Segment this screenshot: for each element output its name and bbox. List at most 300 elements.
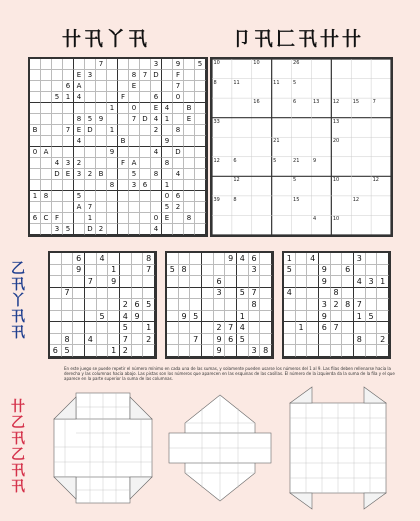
sudoku16-cell[interactable]: 8 [162, 158, 173, 169]
sudoku16-cell[interactable] [140, 136, 151, 147]
sudoku16-cell[interactable] [107, 136, 118, 147]
sudoku9-cell[interactable] [50, 334, 62, 346]
sudoku9-cell[interactable] [284, 334, 296, 346]
sudoku16-cell[interactable]: 2 [96, 224, 107, 235]
sudoku9-cell[interactable] [202, 299, 214, 311]
sudoku16-cell[interactable] [118, 103, 129, 114]
sudoku9-cell[interactable]: 2 [214, 322, 226, 334]
sudoku9-cell[interactable]: 3 [249, 345, 261, 357]
sudoku9-cell[interactable] [50, 288, 62, 300]
sudoku16-cell[interactable] [52, 59, 63, 70]
sudoku16-cell[interactable] [140, 169, 151, 180]
sudoku9-cell[interactable]: 4 [120, 311, 132, 323]
sudoku9-cell[interactable] [296, 345, 308, 357]
sudoku16-cell[interactable] [195, 213, 206, 224]
sudoku16-cell[interactable] [195, 136, 206, 147]
sudoku9-cell[interactable] [225, 299, 237, 311]
sudoku9-cell[interactable] [354, 345, 366, 357]
sudoku9-cell[interactable]: 9 [225, 253, 237, 265]
sudoku16-cell[interactable] [107, 70, 118, 81]
sudoku9-cell[interactable] [85, 322, 97, 334]
sudoku9-cell[interactable] [307, 276, 319, 288]
sudoku16-cell[interactable] [30, 114, 41, 125]
sudoku9-cell[interactable]: 2 [143, 334, 155, 346]
sudoku16-cell[interactable] [162, 147, 173, 158]
sudoku9-cell[interactable] [342, 334, 354, 346]
sudoku9-cell[interactable] [354, 288, 366, 300]
sudoku16-cell[interactable] [41, 202, 52, 213]
sudoku9-cell[interactable]: 1 [354, 311, 366, 323]
sudoku9-cell[interactable]: 8 [179, 265, 191, 277]
sudoku9-cell[interactable]: 2 [331, 299, 343, 311]
sudoku16-cell[interactable]: A [41, 147, 52, 158]
sudoku16-cell[interactable]: 8 [107, 180, 118, 191]
sudoku16-cell[interactable] [195, 158, 206, 169]
sudoku9-cell[interactable]: 5 [143, 299, 155, 311]
sudoku16-cell[interactable]: 9 [173, 59, 184, 70]
sudoku9-cell[interactable] [342, 253, 354, 265]
sudoku16-cell[interactable] [30, 59, 41, 70]
sudoku9-cell[interactable] [73, 322, 85, 334]
sudoku9-cell[interactable] [202, 288, 214, 300]
sudoku9-cell[interactable] [167, 322, 179, 334]
sudoku9-cell[interactable] [179, 288, 191, 300]
sudoku9-cell[interactable] [260, 311, 272, 323]
sudoku9-cell[interactable]: 2 [120, 345, 132, 357]
sudoku16-cell[interactable]: E [63, 169, 74, 180]
sudoku16-cell[interactable] [107, 213, 118, 224]
sudoku9-cell[interactable] [108, 322, 120, 334]
sudoku9-cell[interactable] [354, 322, 366, 334]
sudoku16-cell[interactable]: D [85, 125, 96, 136]
sudoku9-cell[interactable] [62, 322, 74, 334]
sudoku9-cell[interactable] [307, 322, 319, 334]
sudoku16-cell[interactable] [151, 180, 162, 191]
sudoku16-cell[interactable] [63, 191, 74, 202]
sudoku16-cell[interactable]: 0 [151, 213, 162, 224]
sudoku16-cell[interactable] [195, 92, 206, 103]
sudoku16-cell[interactable]: 5 [74, 191, 85, 202]
sudoku9-cell[interactable] [202, 253, 214, 265]
sudoku16-cell[interactable] [96, 81, 107, 92]
sudoku9-cell[interactable] [354, 265, 366, 277]
sudoku16-cell[interactable] [184, 92, 195, 103]
sudoku9-cell[interactable] [108, 311, 120, 323]
sudoku9-cell[interactable]: 1 [284, 253, 296, 265]
sudoku16-cell[interactable] [52, 103, 63, 114]
sudoku16-cell[interactable] [41, 169, 52, 180]
sudoku9-cell[interactable] [377, 265, 389, 277]
sudoku16-cell[interactable]: 9 [107, 147, 118, 158]
sudoku9-cell[interactable] [331, 253, 343, 265]
sudoku16-cell[interactable] [118, 213, 129, 224]
sudoku9-cell[interactable] [120, 276, 132, 288]
sudoku16-cell[interactable] [195, 224, 206, 235]
sudoku9-cell[interactable] [249, 322, 261, 334]
sudoku9-cell[interactable] [108, 299, 120, 311]
sudoku16-cell[interactable] [151, 81, 162, 92]
sudoku16-cell[interactable]: 4 [74, 92, 85, 103]
sudoku9-cell[interactable] [97, 276, 109, 288]
sudoku9-cell[interactable] [307, 334, 319, 346]
sudoku9-cell[interactable]: 9 [214, 334, 226, 346]
sudoku16-cell[interactable]: 3 [151, 59, 162, 70]
sudoku9-cell[interactable]: 3 [354, 253, 366, 265]
sudoku16-cell[interactable]: 8 [184, 213, 195, 224]
sudoku9-cell[interactable] [190, 276, 202, 288]
sudoku16-cell[interactable] [85, 103, 96, 114]
sudoku9-cell[interactable] [190, 299, 202, 311]
sudoku9-cell[interactable] [377, 299, 389, 311]
sudoku9-cell[interactable]: 9 [179, 311, 191, 323]
sudoku16-cell[interactable] [195, 70, 206, 81]
sudoku9-cell[interactable] [377, 322, 389, 334]
sudoku9-cell[interactable]: 5 [366, 311, 378, 323]
sudoku16-cell[interactable] [140, 92, 151, 103]
sudoku9-cell[interactable]: 7 [143, 265, 155, 277]
sudoku9-cell[interactable] [366, 288, 378, 300]
sudoku16-cell[interactable]: F [118, 92, 129, 103]
sudoku16-cell[interactable]: 2 [85, 169, 96, 180]
sudoku16-cell[interactable]: 0 [162, 191, 173, 202]
sudoku9-cell[interactable] [62, 253, 74, 265]
sudoku9-cell[interactable] [202, 334, 214, 346]
sudoku16-cell[interactable] [195, 169, 206, 180]
sudoku16-cell[interactable] [63, 147, 74, 158]
sudoku16-cell[interactable]: 6 [63, 81, 74, 92]
sudoku16-cell[interactable]: 8 [129, 70, 140, 81]
sudoku9-cell[interactable] [73, 334, 85, 346]
sudoku16-cell[interactable]: D [173, 147, 184, 158]
sudoku16-cell[interactable]: 1 [30, 191, 41, 202]
sudoku16-cell[interactable] [85, 191, 96, 202]
sudoku9-cell[interactable]: 5 [284, 265, 296, 277]
sudoku16-cell[interactable] [41, 180, 52, 191]
sudoku16-cell[interactable] [107, 114, 118, 125]
sudoku9-cell[interactable] [108, 334, 120, 346]
sudoku16-cell[interactable]: 0 [173, 92, 184, 103]
sudoku9-cell[interactable]: 7 [249, 288, 261, 300]
sudoku9-cell[interactable] [342, 276, 354, 288]
sudoku16-cell[interactable]: 5 [129, 169, 140, 180]
sudoku16-cell[interactable] [173, 114, 184, 125]
sudoku16-cell[interactable] [140, 59, 151, 70]
sudoku9-cell[interactable]: 1 [108, 265, 120, 277]
sudoku9-cell[interactable] [132, 345, 144, 357]
sudoku16-cell[interactable] [52, 70, 63, 81]
sudoku9-cell[interactable] [319, 334, 331, 346]
sudoku16-cell[interactable]: 4 [52, 158, 63, 169]
sudoku16-cell[interactable] [173, 103, 184, 114]
sudoku9-cell[interactable] [85, 311, 97, 323]
sudoku16-cell[interactable]: D [85, 224, 96, 235]
sudoku16-cell[interactable] [140, 213, 151, 224]
sudoku16-cell[interactable] [118, 169, 129, 180]
sudoku9-cell[interactable] [366, 299, 378, 311]
sudoku16-cell[interactable] [173, 213, 184, 224]
sudoku9-cell[interactable] [260, 334, 272, 346]
sudoku9-cell[interactable] [296, 334, 308, 346]
sudoku9-cell[interactable] [108, 288, 120, 300]
sudoku9-cell[interactable]: 5 [97, 311, 109, 323]
sudoku9-cell[interactable] [120, 253, 132, 265]
sudoku9-cell[interactable]: 7 [85, 276, 97, 288]
sudoku16-cell[interactable] [85, 136, 96, 147]
sudoku16-cell[interactable] [129, 202, 140, 213]
sudoku16-cell[interactable] [85, 92, 96, 103]
sudoku9-cell[interactable] [296, 288, 308, 300]
sudoku16-cell[interactable] [63, 70, 74, 81]
sudoku9-cell[interactable] [260, 253, 272, 265]
sudoku9-cell[interactable] [366, 345, 378, 357]
sudoku9-cell[interactable] [190, 253, 202, 265]
sudoku16-cell[interactable] [140, 224, 151, 235]
sudoku9-cell[interactable] [179, 322, 191, 334]
sudoku9-cell[interactable] [319, 288, 331, 300]
sudoku9-cell[interactable] [85, 345, 97, 357]
sudoku16-cell[interactable] [63, 180, 74, 191]
sudoku9-cell[interactable] [307, 345, 319, 357]
sudoku16-cell[interactable]: A [74, 81, 85, 92]
sudoku16-cell[interactable] [63, 114, 74, 125]
sudoku16-cell[interactable] [63, 202, 74, 213]
sudoku16-cell[interactable] [41, 125, 52, 136]
sudoku16-cell[interactable] [140, 147, 151, 158]
sudoku16-cell[interactable] [151, 158, 162, 169]
sudoku16-cell[interactable] [140, 158, 151, 169]
sudoku9-cell[interactable] [319, 253, 331, 265]
sudoku9-cell[interactable] [202, 345, 214, 357]
sudoku16-cell[interactable] [118, 59, 129, 70]
sudoku9-cell[interactable] [132, 288, 144, 300]
sudoku16-cell[interactable] [96, 158, 107, 169]
sudoku16-cell[interactable] [129, 136, 140, 147]
sudoku16-cell[interactable] [129, 125, 140, 136]
sudoku16-cell[interactable] [162, 224, 173, 235]
sudoku16-cell[interactable]: 6 [30, 213, 41, 224]
sudoku16-cell[interactable]: 8 [151, 169, 162, 180]
sudoku16-cell[interactable]: B [118, 136, 129, 147]
sudoku9-cell[interactable] [50, 253, 62, 265]
sudoku16-cell[interactable]: 9 [162, 136, 173, 147]
sudoku16-cell[interactable] [52, 136, 63, 147]
sudoku9-cell[interactable] [331, 276, 343, 288]
sudoku9-cell[interactable] [190, 345, 202, 357]
sudoku9-cell[interactable]: 9 [319, 265, 331, 277]
sudoku9-cell[interactable] [179, 253, 191, 265]
sudoku9-cell[interactable] [132, 322, 144, 334]
sudoku16-cell[interactable] [41, 70, 52, 81]
sudoku9-cell[interactable]: 3 [249, 265, 261, 277]
sudoku9-cell[interactable] [331, 265, 343, 277]
sudoku9-cell[interactable] [342, 322, 354, 334]
sudoku9-cell[interactable] [284, 276, 296, 288]
sudoku16-cell[interactable] [195, 114, 206, 125]
sudoku9-cell[interactable] [179, 334, 191, 346]
sudoku16-cell[interactable]: 7 [173, 81, 184, 92]
sudoku16-cell[interactable]: 5 [195, 59, 206, 70]
sudoku9-cell[interactable] [249, 276, 261, 288]
sudoku16-cell[interactable] [74, 213, 85, 224]
sudoku16-cell[interactable]: F [118, 158, 129, 169]
sudoku16-cell[interactable] [184, 70, 195, 81]
sudoku16-cell[interactable] [162, 59, 173, 70]
sudoku9-cell[interactable] [342, 345, 354, 357]
sudoku16-cell[interactable] [63, 136, 74, 147]
sudoku9-cell[interactable]: 3 [366, 276, 378, 288]
sudoku9-cell[interactable]: 4 [85, 334, 97, 346]
sudoku16-cell[interactable] [129, 224, 140, 235]
sudoku16-cell[interactable] [184, 59, 195, 70]
sudoku16-cell[interactable] [107, 202, 118, 213]
sudoku16-cell[interactable] [173, 180, 184, 191]
sudoku16-cell[interactable]: B [96, 169, 107, 180]
sudoku9-cell[interactable] [167, 345, 179, 357]
sudoku16-cell[interactable]: 3 [63, 158, 74, 169]
sudoku16-cell[interactable] [151, 136, 162, 147]
sudoku16-cell[interactable] [96, 125, 107, 136]
sudoku9-cell[interactable]: 7 [225, 322, 237, 334]
sudoku9-cell[interactable]: 5 [190, 311, 202, 323]
sudoku16-cell[interactable] [96, 70, 107, 81]
sudoku9-cell[interactable]: 4 [354, 276, 366, 288]
sudoku9-cell[interactable] [167, 311, 179, 323]
sudoku16-cell[interactable] [30, 158, 41, 169]
sudoku9-cell[interactable] [331, 334, 343, 346]
sudoku9-cell[interactable]: 5 [62, 345, 74, 357]
sudoku16-cell[interactable] [74, 180, 85, 191]
sudoku16-cell[interactable] [41, 114, 52, 125]
sudoku9-cell[interactable] [143, 288, 155, 300]
sudoku9-cell[interactable]: 3 [319, 299, 331, 311]
sudoku16-cell[interactable] [162, 92, 173, 103]
sudoku16-cell[interactable] [85, 147, 96, 158]
sudoku16-cell[interactable] [41, 59, 52, 70]
sudoku16-cell[interactable]: F [173, 70, 184, 81]
sudoku9-cell[interactable] [307, 288, 319, 300]
sudoku9-cell[interactable] [167, 334, 179, 346]
sudoku9-cell[interactable] [260, 265, 272, 277]
sudoku9-cell[interactable] [190, 288, 202, 300]
sudoku9-cell[interactable]: 6 [225, 334, 237, 346]
sudoku16-cell[interactable]: 7 [96, 59, 107, 70]
sudoku9-cell[interactable] [214, 265, 226, 277]
sudoku9-cell[interactable] [120, 288, 132, 300]
sudoku9-cell[interactable] [249, 334, 261, 346]
sudoku16-cell[interactable]: 6 [173, 191, 184, 202]
sudoku16-cell[interactable] [107, 92, 118, 103]
sudoku16-cell[interactable] [52, 180, 63, 191]
sudoku9-cell[interactable] [50, 311, 62, 323]
sudoku16-cell[interactable]: 3 [52, 224, 63, 235]
sudoku16-cell[interactable] [151, 191, 162, 202]
sudoku16-cell[interactable]: E [74, 70, 85, 81]
sudoku9-cell[interactable] [342, 288, 354, 300]
sudoku9-cell[interactable] [202, 322, 214, 334]
sudoku16-cell[interactable] [41, 81, 52, 92]
sudoku9-cell[interactable] [50, 322, 62, 334]
sudoku16-cell[interactable] [30, 81, 41, 92]
sudoku16-cell[interactable] [129, 191, 140, 202]
sudoku16-cell[interactable] [195, 125, 206, 136]
sudoku9-cell[interactable] [97, 265, 109, 277]
sudoku9-cell[interactable]: 8 [342, 299, 354, 311]
sudoku16-cell[interactable] [151, 202, 162, 213]
sudoku16-cell[interactable] [85, 59, 96, 70]
sudoku16-cell[interactable] [30, 224, 41, 235]
sudoku16-cell[interactable] [30, 136, 41, 147]
sudoku9-cell[interactable] [260, 276, 272, 288]
sudoku9-cell[interactable] [214, 253, 226, 265]
sudoku16-cell[interactable]: 7 [85, 202, 96, 213]
sudoku16-cell[interactable] [118, 114, 129, 125]
sudoku16-cell[interactable]: 4 [151, 147, 162, 158]
sudoku16-cell[interactable] [107, 59, 118, 70]
sudoku16-cell[interactable]: 5 [162, 202, 173, 213]
sudoku16-cell[interactable] [184, 125, 195, 136]
sudoku16-cell[interactable] [118, 147, 129, 158]
sudoku16-cell[interactable] [129, 147, 140, 158]
sudoku16-cell[interactable]: C [41, 213, 52, 224]
sudoku16-cell[interactable]: 2 [74, 158, 85, 169]
sudoku16-cell[interactable] [96, 103, 107, 114]
sudoku16-cell[interactable] [195, 147, 206, 158]
sudoku9-cell[interactable] [97, 334, 109, 346]
sudoku16-cell[interactable] [118, 81, 129, 92]
sudoku16-cell[interactable] [96, 202, 107, 213]
sudoku9-cell[interactable] [167, 299, 179, 311]
sudoku16-cell[interactable] [74, 147, 85, 158]
sudoku16-cell[interactable]: 3 [129, 180, 140, 191]
sudoku9-cell[interactable]: 9 [132, 311, 144, 323]
sudoku16-cell[interactable]: 5 [52, 92, 63, 103]
sudoku9-cell[interactable] [307, 265, 319, 277]
sudoku9-cell[interactable]: 8 [260, 345, 272, 357]
sudoku9-cell[interactable] [296, 253, 308, 265]
sudoku9-cell[interactable] [237, 345, 249, 357]
sudoku16-cell[interactable] [30, 70, 41, 81]
sudoku16-cell[interactable]: 7 [129, 114, 140, 125]
sudoku9-cell[interactable]: 4 [284, 288, 296, 300]
sudoku16-cell[interactable] [30, 169, 41, 180]
sudoku9-cell[interactable]: 6 [214, 276, 226, 288]
sudoku16-cell[interactable] [74, 59, 85, 70]
sudoku16-cell[interactable] [162, 81, 173, 92]
sudoku16-cell[interactable] [52, 114, 63, 125]
sudoku16-cell[interactable]: 4 [74, 136, 85, 147]
sudoku16-cell[interactable] [63, 213, 74, 224]
sudoku16-cell[interactable] [129, 213, 140, 224]
sudoku16-cell[interactable] [118, 224, 129, 235]
sudoku16-cell[interactable] [41, 103, 52, 114]
sudoku9-cell[interactable]: 1 [296, 322, 308, 334]
sudoku16-cell[interactable] [52, 81, 63, 92]
sudoku16-cell[interactable] [184, 191, 195, 202]
sudoku16-cell[interactable]: 0 [30, 147, 41, 158]
sudoku9-cell[interactable] [225, 311, 237, 323]
sudoku9-cell[interactable] [366, 334, 378, 346]
sudoku9-cell[interactable] [85, 265, 97, 277]
sudoku9-cell[interactable] [143, 276, 155, 288]
sudoku9-cell[interactable]: 6 [50, 345, 62, 357]
sudoku16-cell[interactable] [140, 202, 151, 213]
sudoku16-cell[interactable] [41, 92, 52, 103]
sudoku16-cell[interactable] [140, 103, 151, 114]
sudoku16-cell[interactable]: 4 [173, 169, 184, 180]
sudoku16-cell[interactable] [52, 125, 63, 136]
sudoku9-cell[interactable] [225, 265, 237, 277]
sudoku9-cell[interactable] [307, 311, 319, 323]
